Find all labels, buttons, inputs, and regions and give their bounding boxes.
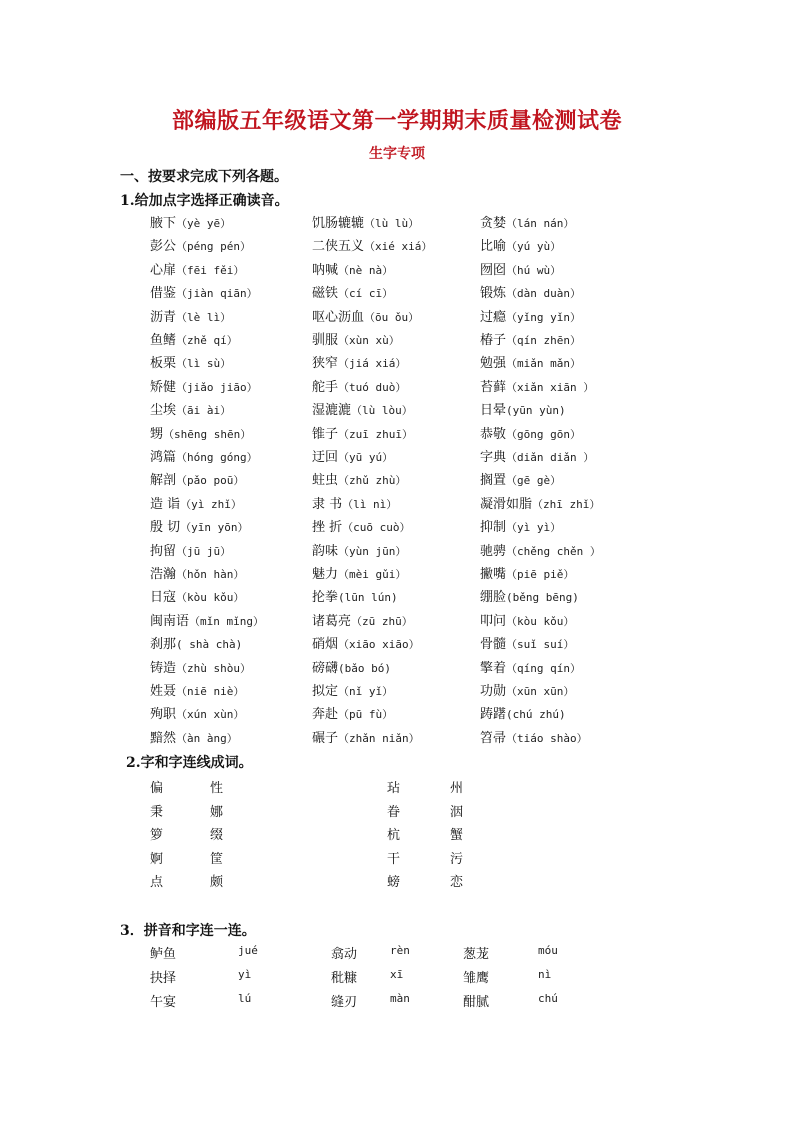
pinyin-options: （ōu ǒu） [364,310,420,324]
reading-word: 锥子 [312,426,339,442]
reading-item [480,703,566,722]
reading-word: 贪婪 [480,216,507,231]
reading-word: 囫囵 [480,262,507,278]
pinyin-options: （xiǎn xiān ） [506,380,595,394]
match-pinyin: xī [390,967,404,981]
reading-item [312,516,411,535]
reading-word: 磅礴 [312,660,339,676]
reading-word: 心扉 [150,262,177,278]
pinyin-options: （niē niè） [176,685,245,698]
pinyin-options: （xūn xūn） [506,685,575,698]
reading-word: 鱼鳍 [150,333,177,348]
reading-word: 呕心沥血 [312,309,365,325]
match-pinyin: lú [238,991,252,1005]
match-word: 葱茏 [463,947,490,962]
reading-word: 黯然 [150,730,177,746]
match-pinyin: màn [390,991,410,1005]
reading-item [480,282,581,301]
reading-word: 笤帚 [480,730,507,746]
pinyin-options: （xún xùn） [176,708,245,722]
match-pinyin: yì [238,967,252,981]
match-word: 酣腻 [463,994,490,1010]
pinyin-options: (běng bēng) [506,591,579,605]
pinyin-options: (chú zhú) [506,708,566,722]
reading-item [312,469,406,488]
match-character: 州 [450,781,464,796]
reading-word: 蛀虫 [312,473,339,489]
pinyin-options: （nè nà） [338,263,394,277]
reading-word: 绷脸 [480,590,507,606]
reading-item [312,399,413,418]
reading-word: 日寇 [150,590,177,606]
reading-word: 借鉴 [150,286,177,302]
reading-item [480,563,574,582]
reading-word: 腋下 [150,216,177,231]
reading-word: 苔藓 [480,379,507,395]
reading-item [480,235,561,254]
pinyin-options: （cuō cuò） [342,521,411,535]
reading-word: 湿漉漉 [312,403,352,419]
reading-word: 呐喊 [312,262,339,278]
pinyin-options: （tiáo shào） [506,731,588,745]
match-pinyin: nì [538,967,552,981]
reading-item [480,399,566,418]
reading-item [150,680,244,699]
reading-word: 骨髓 [480,637,507,653]
reading-word: 殉职 [150,707,177,723]
reading-item [150,633,242,652]
reading-word: 椿子 [480,333,507,348]
question-2-heading: 2.字和字连线成词。 [126,755,253,771]
reading-item [312,703,393,722]
reading-word: 抡拳 [312,590,339,606]
reading-item [150,540,231,559]
reading-word: 凝滑如脂 [480,496,533,512]
pinyin-options: （shēng shēn） [163,427,252,441]
reading-word: 铸造 [150,660,177,676]
reading-word: 驰骋 [480,543,507,559]
reading-word: 闽南语 [150,613,190,629]
match-character: 秉 [150,804,164,820]
reading-item [312,376,406,395]
match-word: 抉择 [150,970,177,986]
pinyin-options: （lù lòu） [351,404,413,418]
reading-item [150,610,264,629]
reading-item [150,703,244,722]
pinyin-options: （pǎo poū） [176,474,245,488]
reading-item [312,727,420,746]
reading-item [150,306,231,325]
match-character: 偏 [150,781,164,796]
match-word: 午宴 [150,994,177,1010]
reading-word: 迂回 [312,450,339,465]
reading-word: 踌躇 [480,707,507,723]
pinyin-options: （yùn jūn） [338,544,407,558]
match-character: 娜 [210,804,224,820]
reading-item [150,376,258,395]
pinyin-options: （cí cī） [338,287,394,301]
pinyin-options: （xié xiá） [364,240,433,254]
reading-word: 过瘾 [480,309,507,325]
match-character: 蟹 [450,828,464,844]
pinyin-options: （zū zhū） [351,614,413,628]
reading-item [480,469,561,488]
match-character: 缀 [210,828,224,844]
match-character: 洇 [450,804,464,820]
reading-item [480,680,574,699]
reading-item [480,633,574,652]
reading-word: 姓聂 [150,684,177,699]
page-title: 部编版五年级语文第一学期期末质量检测试卷 [171,108,622,134]
match-word: 鲈鱼 [150,947,177,962]
reading-word: 韵味 [312,543,339,559]
reading-word: 碾子 [312,730,339,746]
reading-item [312,610,413,629]
pinyin-options: （fēi fěi） [176,263,245,277]
reading-item [480,493,600,512]
reading-word: 挫 折 [312,520,343,536]
pinyin-options: （hú wù） [506,263,562,277]
pinyin-options: （àn àng） [176,731,238,745]
match-character: 杭 [387,828,401,844]
reading-item [480,259,561,278]
reading-word: 搁置 [480,473,507,489]
reading-word: 擎着 [480,660,507,676]
pinyin-options: （mèi gǔi） [338,568,407,581]
pinyin-options: （gē gè） [506,474,562,488]
reading-item [150,423,251,442]
match-pinyin: rèn [390,944,410,957]
pinyin-options: （jiàn qiān） [176,287,258,301]
reading-word: 甥 [150,426,164,442]
reading-item [150,235,251,254]
pinyin-options: （zhǔ zhù） [338,474,407,488]
pinyin-options: （jiá xiá） [338,357,407,371]
question-1-heading: 1.给加点字选择正确读音。 [120,193,289,209]
reading-word: 拟定 [312,684,339,699]
reading-word: 隶 书 [312,496,343,512]
reading-item [312,493,397,512]
pinyin-options: （xiāo xiāo） [338,638,420,652]
reading-item [150,329,238,348]
reading-item [312,657,391,676]
pinyin-options: ( shà chà) [176,638,243,652]
reading-word: 勉强 [480,356,507,372]
pinyin-options: （hóng góng） [176,451,258,464]
reading-item [312,563,406,582]
match-character: 性 [210,781,224,796]
pinyin-options: （miǎn mǎn） [506,357,581,371]
pinyin-options: （hǒn hàn） [176,568,245,581]
reading-item [480,516,561,535]
pinyin-options: （jū jū） [176,544,232,558]
pinyin-options: （suǐ suí） [506,638,575,652]
match-character: 污 [450,851,464,867]
pinyin-options: （dàn duàn） [506,287,581,301]
pinyin-options: （yú yù） [506,240,562,254]
pinyin-options: （yì zhǐ） [180,497,242,511]
match-word: 秕糠 [331,970,358,986]
match-pinyin: móu [538,944,558,957]
match-character: 箩 [150,828,164,844]
reading-word: 撇嘴 [480,567,507,582]
match-character: 螃 [387,875,401,891]
reading-word: 日晕 [480,403,507,419]
reading-item [150,446,258,465]
reading-word: 抑制 [480,520,507,536]
pinyin-options: （pū fù） [338,708,394,722]
reading-item [150,282,258,301]
pinyin-options: （kòu kǒu） [176,591,245,605]
reading-word: 饥肠辘辘 [312,216,365,231]
pinyin-options: （yǐng yǐn） [506,310,581,324]
pinyin-options: （zhù shòu） [176,661,251,675]
pinyin-options: （tuó duò） [338,380,407,394]
reading-item [312,282,393,301]
reading-item [150,727,238,746]
match-character: 婀 [150,851,164,867]
reading-word: 鸿篇 [150,450,177,465]
reading-word: 狭窄 [312,356,339,372]
pinyin-options: （zuī zhuī） [338,427,413,441]
match-pinyin: jué [238,944,258,957]
match-word: 缝刃 [331,994,358,1010]
reading-word: 刹那 [150,637,177,653]
pinyin-options: （zhī zhǐ） [532,497,601,511]
reading-word: 尘埃 [150,403,177,419]
match-character: 颇 [210,875,224,891]
reading-item [480,657,581,676]
pinyin-options: （lì sù） [176,357,232,371]
reading-item [480,586,579,605]
reading-item [150,516,249,535]
reading-word: 叩问 [480,613,507,629]
match-character: 干 [387,851,401,867]
pinyin-options: （lán nán） [506,217,575,230]
reading-word: 功勋 [480,684,507,699]
pinyin-options: （yì yì） [506,521,562,535]
page-subtitle: 生字专项 [369,146,425,162]
reading-item [480,727,588,746]
reading-item [480,446,594,465]
pinyin-options: （péng pén） [176,240,251,254]
reading-item [480,306,581,325]
reading-item [312,680,393,699]
pinyin-options: （jiǎo jiāo） [176,380,258,394]
reading-word: 比喻 [480,239,507,255]
pinyin-options: （nǐ yǐ） [338,685,394,698]
match-character: 点 [150,875,164,891]
reading-word: 恭敬 [480,426,507,442]
pinyin-options: （qín zhēn） [506,334,581,347]
reading-item [150,493,242,512]
reading-item [480,423,581,442]
reading-word: 驯服 [312,333,339,348]
pinyin-options: （yè yē） [176,217,232,230]
pinyin-options: （mǐn mǐng） [189,614,264,628]
reading-item [480,610,574,629]
reading-word: 矫健 [150,379,177,395]
pinyin-options: （diǎn diǎn ） [506,451,595,464]
reading-item [150,212,231,231]
reading-item [312,540,406,559]
reading-item [312,212,419,231]
match-character: 筐 [210,851,224,867]
reading-word: 浩瀚 [150,567,177,582]
reading-item [312,586,398,605]
reading-item [312,259,393,278]
pinyin-options: (lūn lún) [338,591,398,605]
reading-item [312,235,432,254]
reading-item [480,540,601,559]
reading-word: 二侠五义 [312,239,365,255]
pinyin-options: （yīn yōn） [180,521,249,535]
reading-item [312,446,393,465]
reading-item [150,469,244,488]
pinyin-options: （zhě qí） [176,334,238,347]
reading-item [480,352,581,371]
reading-word: 奔赴 [312,707,339,723]
section-heading: 一、按要求完成下列各题。 [120,169,288,185]
reading-word: 字典 [480,450,507,465]
pinyin-options: （gōng gōn） [506,427,581,441]
pinyin-options: （āi ài） [176,404,232,418]
reading-item [312,306,419,325]
match-character: 眷 [387,804,401,820]
pinyin-options: （piē piě） [506,568,575,581]
reading-item [480,329,581,348]
pinyin-options: （yū yú） [338,451,394,464]
reading-item [312,423,413,442]
pinyin-options: (bǎo bó) [338,661,391,675]
pinyin-options: （lù lù） [364,217,420,230]
reading-word: 磁铁 [312,286,339,302]
reading-word: 硝烟 [312,637,339,653]
reading-item [150,657,251,676]
reading-item [150,399,231,418]
pinyin-options: (yūn yùn) [506,404,566,418]
match-pinyin: chú [538,991,558,1005]
reading-item [150,259,244,278]
reading-word: 彭公 [150,239,177,255]
pinyin-options: （kòu kǒu） [506,614,575,628]
reading-item [480,376,594,395]
reading-word: 魅力 [312,567,339,582]
reading-word: 锻炼 [480,286,507,302]
reading-word: 解剖 [150,473,177,489]
match-character: 恋 [450,875,464,891]
reading-word: 殷 切 [150,520,181,536]
reading-item [312,633,420,652]
match-word: 雏鹰 [463,970,490,986]
reading-word: 诸葛亮 [312,613,352,629]
pinyin-options: （xùn xù） [338,334,400,347]
pinyin-options: （zhǎn niǎn） [338,731,420,745]
reading-item [150,563,244,582]
reading-word: 板栗 [150,356,177,372]
pinyin-options: （chěng chěn ） [506,544,601,558]
match-character: 玷 [387,781,401,796]
reading-word: 沥青 [150,309,177,325]
match-word: 翕动 [331,947,358,962]
pinyin-options: （qíng qín） [506,661,581,675]
reading-item [150,352,231,371]
reading-word: 造 诣 [150,496,181,512]
reading-item [312,352,406,371]
reading-item [480,212,574,231]
pinyin-options: （lè lì） [176,310,232,324]
reading-item [150,586,244,605]
reading-item [312,329,400,348]
reading-word: 拘留 [150,543,177,559]
reading-word: 舵手 [312,379,339,395]
pinyin-options: （lì nì） [342,497,398,511]
question-3-heading: 3．拼音和字连一连。 [120,923,256,939]
